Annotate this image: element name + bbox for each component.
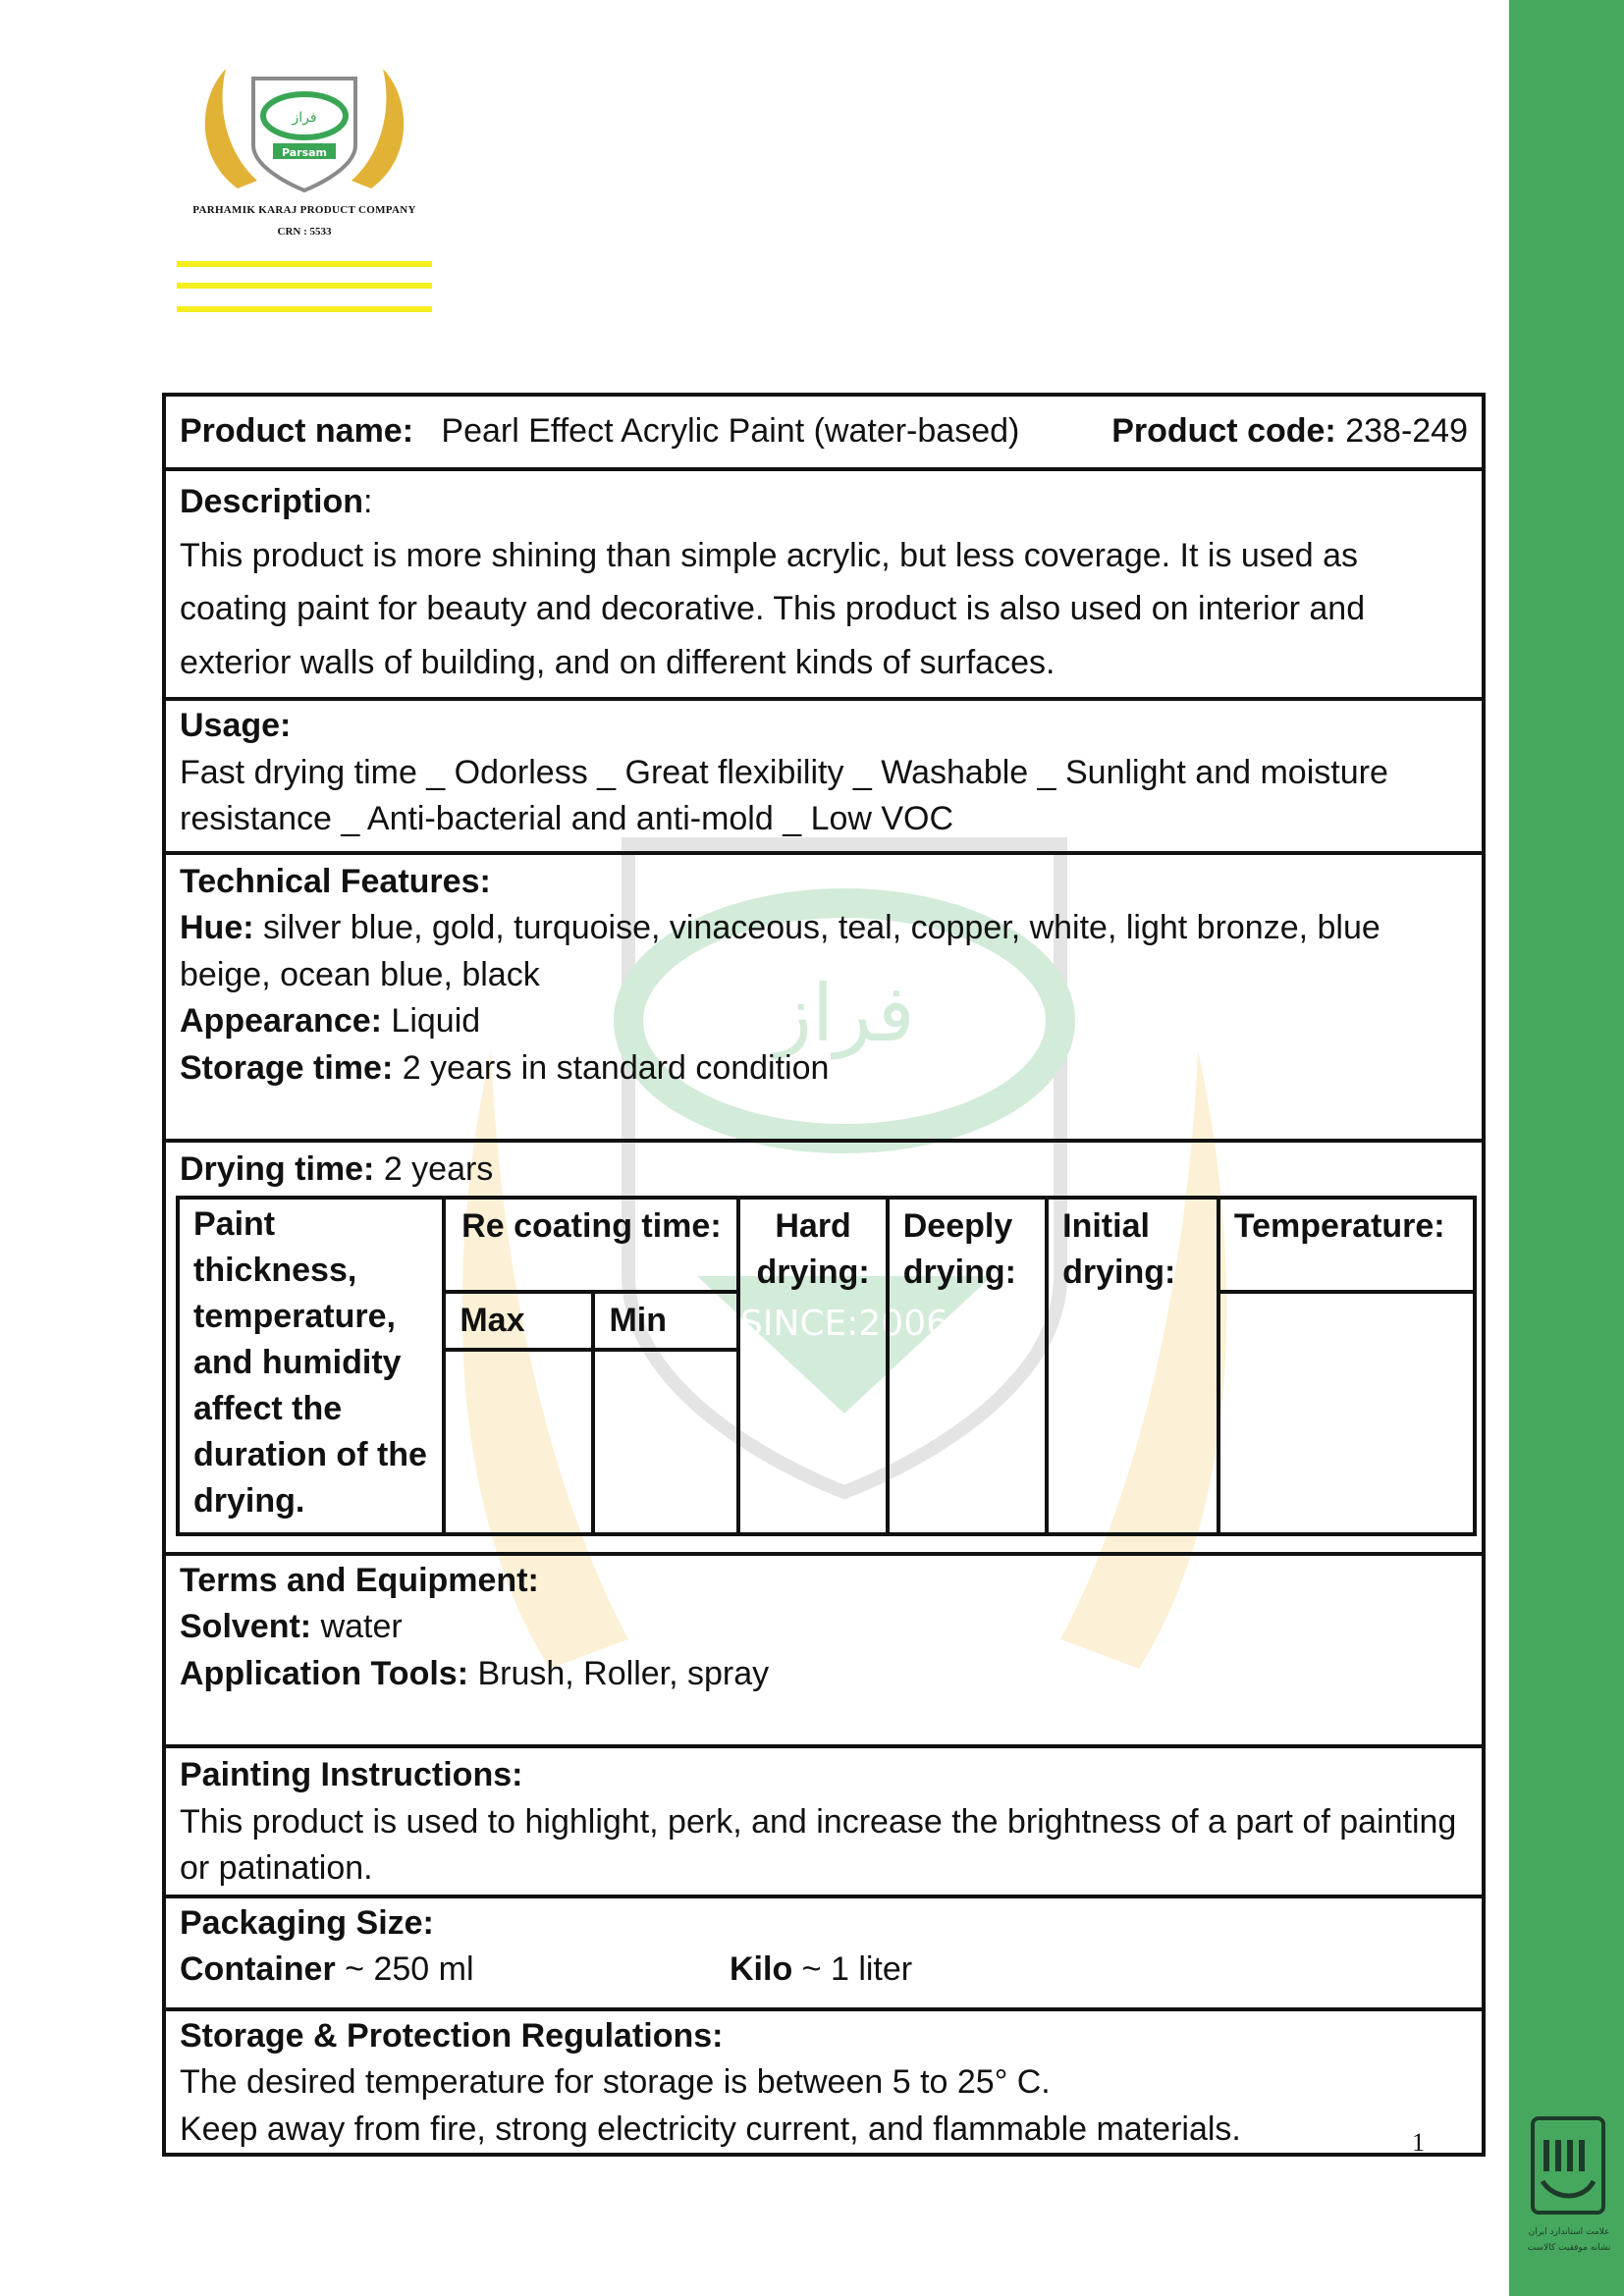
standard-caption-2: نشانه موفقیت کالاست [1527,2243,1611,2253]
packaging-heading: Packaging Size: [180,1903,434,1942]
storage-heading: Storage & Protection Regulations: [180,2016,724,2055]
product-code-value: 238-249 [1345,412,1468,451]
appearance-label: Appearance: [180,1002,382,1040]
tools-label: Application Tools: [180,1654,469,1692]
container-value: ~ 250 ml [345,1950,474,1988]
container-size [180,1947,730,1994]
hue-value: silver blue, gold, turquoise, vinaceous, teal, copper, white, light bronze, blue beige, ocean blue, black [180,909,1380,993]
painting-heading: Painting Instructions: [180,1756,523,1793]
watermark-since: SINCE:2006 [739,1304,949,1344]
product-code [1111,408,1468,455]
company-name: PARHAMIK KARAJ PRODUCT COMPANY [192,204,416,216]
storage-time-value: 2 years in standard condition [402,1048,830,1087]
storage-line-2: Keep away from fire, strong electricity current, and flammable materials. [180,2109,1241,2148]
wheat-left-icon [205,69,257,188]
packaging-section [166,1898,1482,2011]
product-name-value: Pearl Effect Acrylic Paint (water-based) [441,412,1020,451]
usage-heading: Usage: [180,707,292,744]
description-text: This product is more shining than simple acrylic, but less coverage. It is used as coating paint for beauty and decorative. This product is also used on interior and exterior walls of building, and on different kinds of surfaces. [180,536,1366,681]
wheat-right-icon [352,69,404,188]
logo-badge-text: فراز [292,110,317,126]
product-name [180,408,1019,455]
company-crn: CRN : 5533 [277,226,332,238]
terms-heading: Terms and Equipment: [180,1561,539,1599]
hue-label: Hue: [180,909,254,946]
usage-section [166,701,1482,855]
solvent-value: water [320,1608,403,1645]
logo-emblem [177,61,432,198]
painting-text: This product is used to highlight, perk, and increase the brightness of a part of painting or patination. [180,1802,1457,1887]
drying-time-label: Drying time: [180,1150,375,1188]
kilo-value: ~ 1 liter [801,1950,913,1988]
yellow-divider [177,261,432,267]
storage-section [166,2011,1482,2154]
recoating-min-cell [593,1350,738,1534]
drying-note: Paint thickness, temperature, and humidity affect the duration of the drying. [178,1198,444,1534]
usage-text: Fast drying time _ Odorless _ Great flexibility _ Washable _ Sunlight and moisture resistance _ Anti-bacterial and anti-mold _ Low VOC [180,753,1388,837]
product-name-label: Product name: [180,412,414,451]
product-row [166,397,1482,471]
description-section [166,471,1482,701]
deeply-drying-header: Deeply drying: [888,1198,1047,1534]
kilo-size [730,1947,912,1994]
standard-caption-1: علامت استاندارد ایران [1528,2227,1610,2237]
page-number: 1 [1412,2128,1425,2157]
company-logo [177,61,432,346]
yellow-divider [177,306,432,312]
recoating-min: Min [593,1292,738,1350]
painting-section [166,1748,1482,1898]
description-heading: Description [180,483,364,520]
appearance-value: Liquid [391,1002,481,1040]
drying-section [166,1143,1482,1556]
tools-value: Brush, Roller, spray [477,1654,770,1692]
recoating-header: Re coating time: [444,1198,738,1292]
yellow-divider [177,283,432,289]
standard-mark-icon [1525,2110,1613,2287]
datasheet-table [162,393,1486,2157]
technical-heading: Technical Features: [180,862,491,900]
side-color-bar [1509,0,1624,2296]
terms-section [166,1556,1482,1749]
technical-section [166,855,1482,1144]
storage-line-1: The desired temperature for storage is between 5 to 25° C. [180,2063,1051,2101]
solvent-label: Solvent: [180,1608,312,1645]
hard-drying-header: Hard drying: [738,1198,887,1534]
initial-drying-header: Initial drying: [1047,1198,1218,1534]
drying-table [176,1196,1477,1536]
storage-time-label: Storage time: [180,1048,394,1087]
kilo-label: Kilo [730,1950,793,1988]
watermark-brand: فراز [774,968,915,1059]
recoating-max: Max [444,1292,593,1350]
container-label: Container [180,1950,336,1988]
drying-time-value: 2 years [383,1150,494,1188]
recoating-max-cell [444,1350,593,1534]
description-colon: : [363,483,373,520]
temperature-cell [1218,1292,1475,1534]
logo-badge-label: Parsam [281,146,328,159]
temperature-header: Temperature: [1218,1198,1475,1292]
product-code-label: Product code: [1111,412,1336,451]
